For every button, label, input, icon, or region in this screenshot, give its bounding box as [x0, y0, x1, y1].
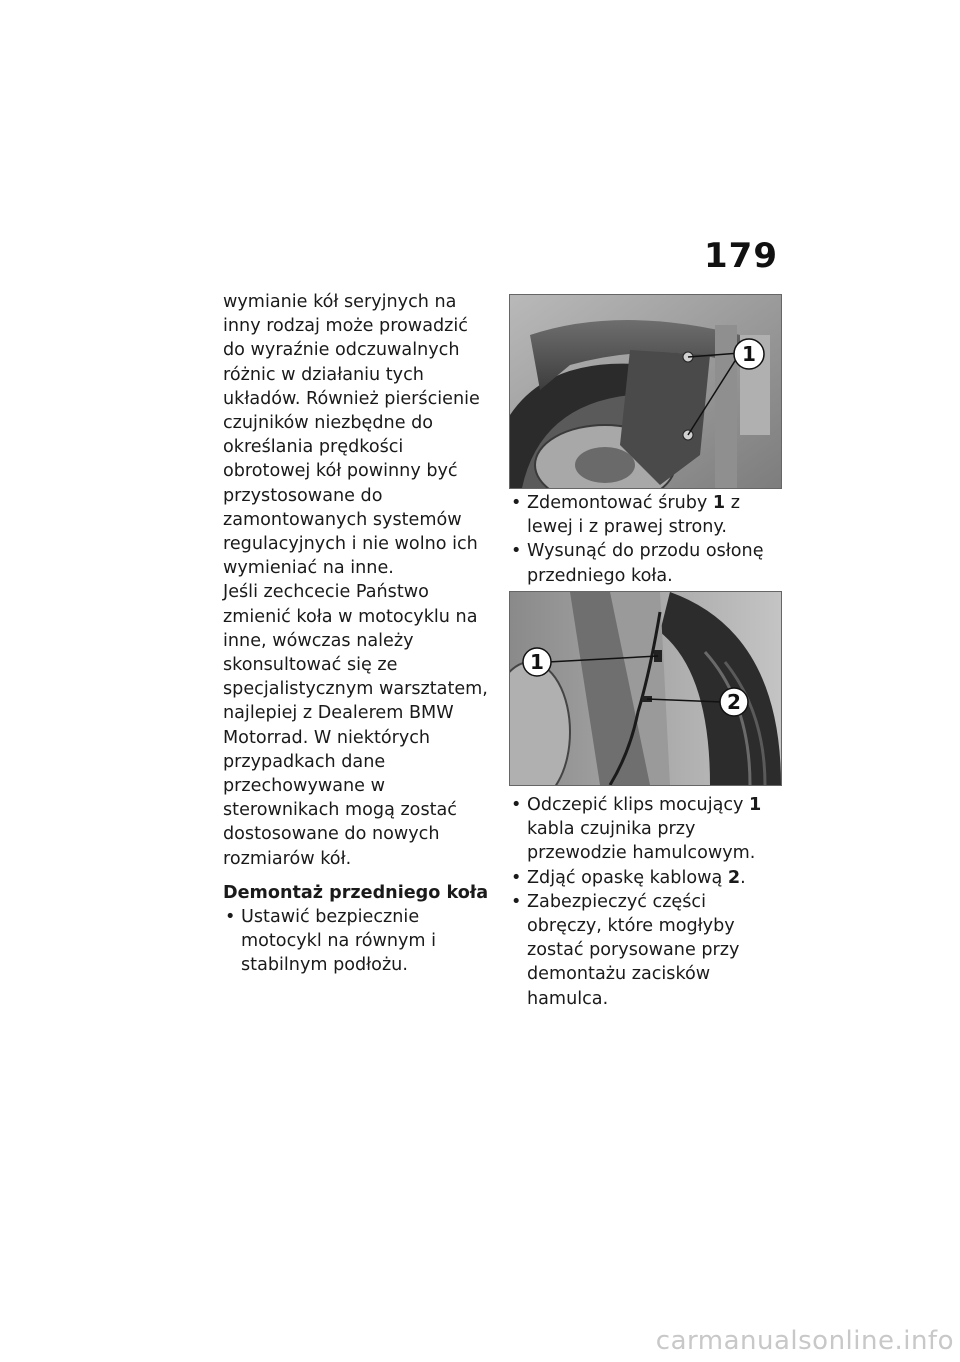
left-column	[223, 290, 491, 978]
figure-sensor-cable	[509, 591, 782, 786]
list-item: • Ustawić bezpiecznie motocykl na równym i stabilnym podłożu.	[223, 905, 491, 978]
right-bullet-list-2	[509, 793, 784, 1011]
list-item-text: kabla czujnika przy przewodzie hamulcowym.	[527, 819, 756, 864]
list-item-text: Odczepić klips mocujący	[527, 795, 750, 815]
front-fender-illustration	[510, 295, 781, 488]
reference-number: 1	[712, 493, 726, 513]
right-bullet-list-1	[509, 491, 784, 588]
reference-number: 2	[727, 867, 741, 888]
figure-front-fender	[509, 294, 782, 489]
list-item	[509, 793, 784, 866]
reference-number: 1	[749, 795, 762, 815]
section-heading: Demontaż przedniego koła	[223, 882, 489, 903]
left-bullet-list	[223, 905, 491, 978]
list-item-text: Zdemontować śruby	[527, 493, 713, 513]
sensor-cable-illustration	[510, 592, 781, 785]
callout-1: 1	[742, 342, 756, 366]
right-column-1	[509, 491, 784, 588]
watermark: carmanualsonline.info	[655, 1326, 954, 1356]
right-column-2	[509, 793, 784, 1011]
paragraph-wheel-systems: wymianie kół seryjnych na inny rodzaj może prowadzić do wyraźnie odczuwalnych różnic w działaniu tych układów. Również pierścienie czujników niezbędne do określania prędkości obrotowej kół powinny być przystosowane do zamontowanych systemów regulacyjnych i nie wolno ich wymieniać na inne.	[223, 292, 480, 579]
list-item	[509, 539, 784, 587]
callout-1: 1	[530, 650, 544, 674]
list-item-text: Zdjąć opaskę kablową	[527, 867, 728, 888]
page-number: 179	[704, 236, 778, 276]
list-item	[509, 491, 784, 539]
list-item-text: Zabezpieczyć części obręczy, które mogłyby zostać porysowane przy demontażu zacisków hamulca.	[527, 891, 740, 1009]
list-item	[509, 866, 784, 890]
list-item-text: Wysunąć do przodu osłonę przedniego koła.	[527, 541, 764, 586]
callout-2: 2	[727, 690, 741, 714]
list-item-text: z lewej i z prawej strony.	[527, 493, 740, 538]
paragraph-dealer-advice: Jeśli zechcecie Państwo zmienić koła w motocyklu na inne, wówczas należy skonsultować się ze specjalistycznym warsztatem, najlepiej z Dealerem BMW Motorrad. W niektórych przypadkach dane przechowywane w sterownikach mogą zostać dostosowane do nowych rozmiarów kół.	[223, 582, 488, 869]
list-item-text: .	[740, 867, 746, 888]
list-item	[509, 890, 784, 1011]
